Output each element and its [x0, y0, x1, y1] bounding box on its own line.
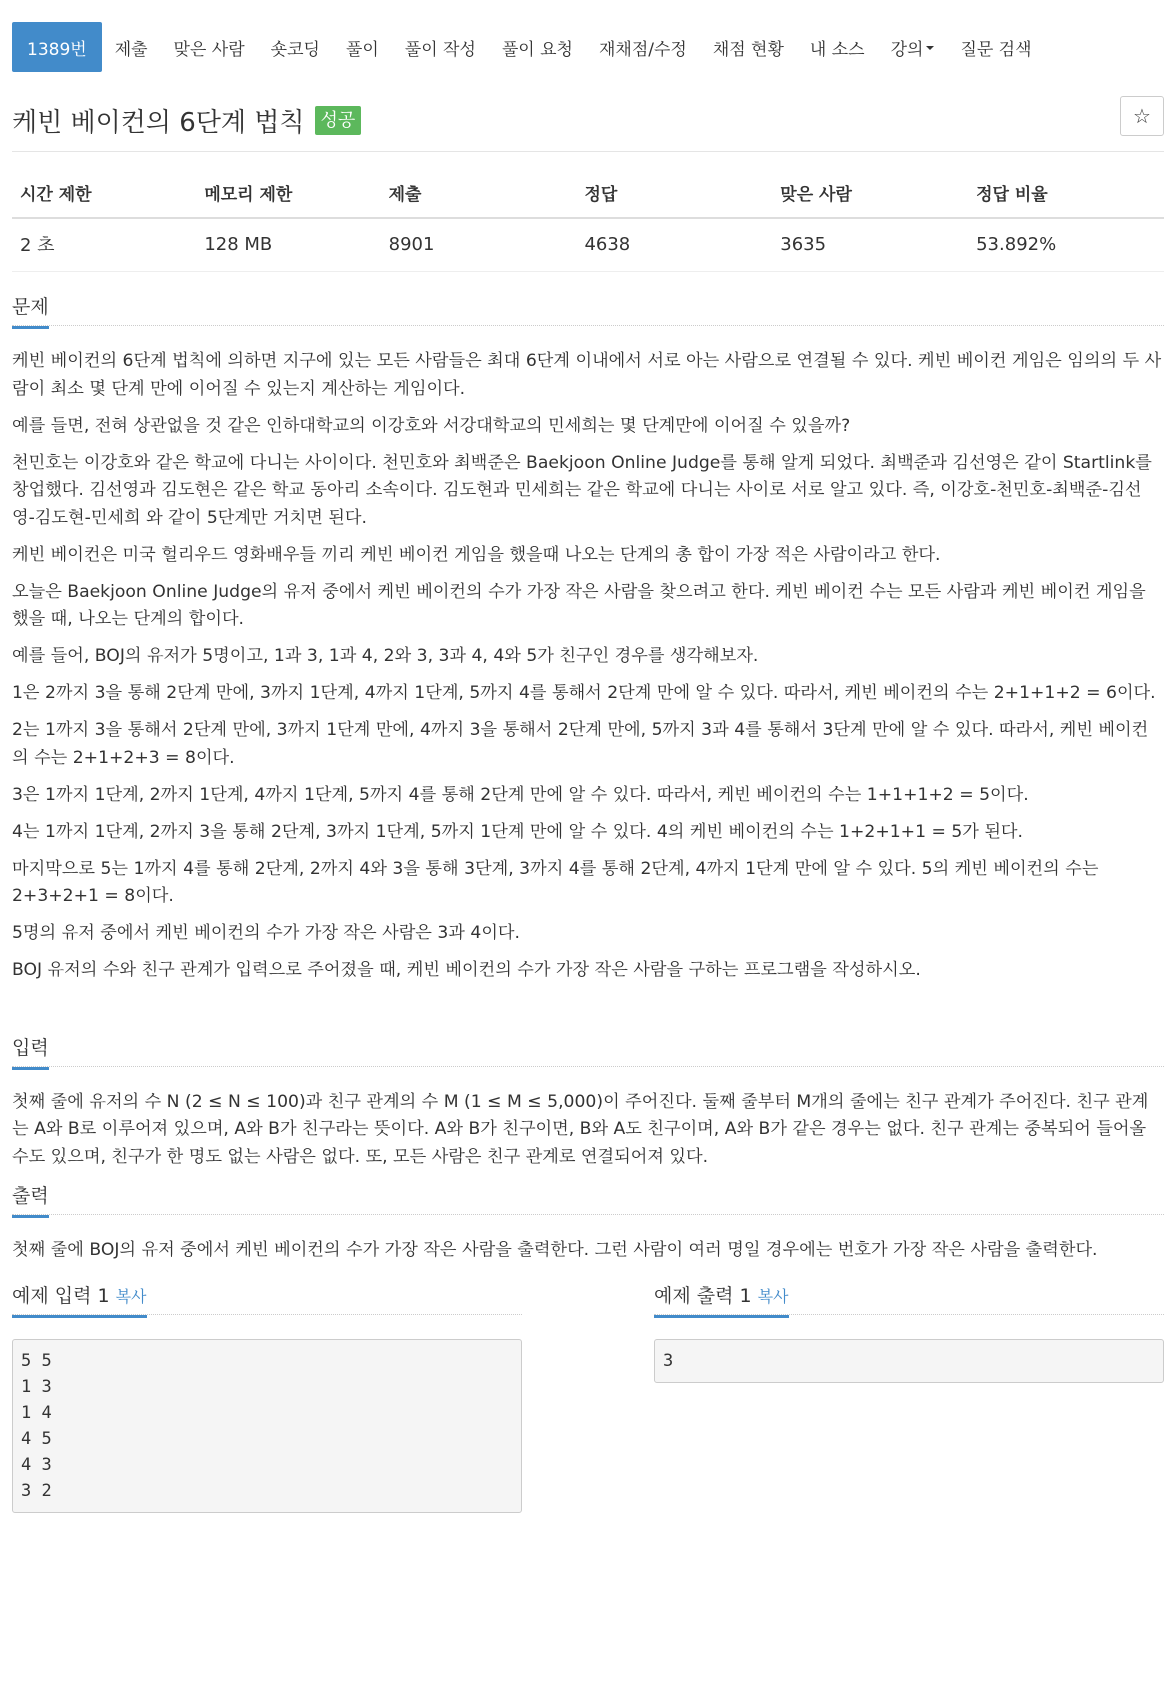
output-section — [12, 1185, 1164, 1265]
sample-input-line: 4 3 — [21, 1454, 52, 1475]
stats-header-memory-limit: 메모리 제한 — [196, 164, 380, 218]
sample-input-line: 1 4 — [21, 1402, 52, 1423]
status-badge: 성공 — [315, 106, 362, 136]
stats-time-limit: 2 초 — [12, 218, 196, 272]
stats-header-row — [12, 164, 1164, 218]
output-text: 첫째 줄에 BOJ의 유저 중에서 케빈 베이컨의 수가 가장 작은 사람을 출력한다. 그런 사람이 여러 명일 경우에는 번호가 가장 작은 사람을 출력한다. — [12, 1240, 1098, 1260]
description-paragraph: 5명의 유저 중에서 케빈 베이컨의 수가 가장 작은 사람은 3과 4이다. — [12, 923, 520, 943]
input-header — [12, 1037, 1164, 1067]
sample-input-line: 1 3 — [21, 1376, 52, 1397]
stats-ratio: 53.892% — [968, 218, 1164, 272]
description-paragraph: 예를 들면, 전혀 상관없을 것 같은 인하대학교의 이강호와 서강대학교의 민세희는 몇 단계만에 이어질 수 있을까? — [12, 415, 851, 436]
problem-tabs — [12, 22, 1164, 72]
problem-description-heading: 문제 — [12, 296, 49, 329]
tab-status[interactable]: 채점 현황 — [712, 39, 784, 60]
stats-header-correct: 정답 — [576, 164, 772, 218]
description-paragraph: 케빈 베이컨의 6단계 법칙에 의하면 지구에 있는 모든 사람들은 최대 6단계 이내에서 서로 아는 사람으로 연결될 수 있다. 케빈 베이컨 게임은 임의의 두 사람이 최소 몇 단계 만에 이어질 수 있는지 계산하는 게임이다. — [12, 351, 1162, 399]
problem-stats-table — [12, 164, 1164, 272]
sample-output-heading: 예제 출력 1 — [654, 1284, 752, 1307]
sample-input-line: 4 5 — [21, 1428, 52, 1449]
problem-title: 케빈 베이컨의 6단계 법칙 — [12, 108, 305, 138]
tab-my-source[interactable]: 내 소스 — [809, 39, 865, 60]
description-paragraph: 1은 2까지 3을 통해 2단계 만에, 3까지 1단계, 4까지 1단계, 5까지 4를 통해서 2단계 만에 알 수 있다. 따라서, 케빈 베이컨의 수는 2+1+1+2 = 6이다. — [12, 683, 1156, 703]
stats-submissions: 8901 — [381, 218, 577, 272]
stats-header-time-limit: 시간 제한 — [12, 164, 196, 218]
samples-row — [12, 1285, 1164, 1513]
sample-output-copy-link[interactable]: 복사 — [757, 1286, 789, 1306]
description-paragraph: BOJ 유저의 수와 친구 관계가 입력으로 주어졌을 때, 케빈 베이컨의 수가 가장 작은 사람을 구하는 프로그램을 작성하시오. — [12, 960, 921, 980]
stats-correct: 4638 — [576, 218, 772, 272]
input-heading: 입력 — [12, 1037, 49, 1070]
description-paragraph: 4는 1까지 1단계, 2까지 3을 통해 2단계, 3까지 1단계, 5까지 1단계 만에 알 수 있다. 4의 케빈 베이컨의 수는 1+2+1+1 = 5가 된다. — [12, 821, 1024, 842]
tab-problem-number[interactable]: 1389번 — [12, 22, 102, 72]
description-paragraph: 2는 1까지 3을 통해서 2단계 만에, 3까지 1단계 만에, 4까지 3을 통해서 2단계 만에, 5까지 3과 4를 통해서 3단계 만에 알 수 있다. 따라서, 케빈 베이컨의 수는 2+1+2+3 = 8이다. — [12, 720, 1149, 768]
tab-submit[interactable]: 제출 — [114, 39, 148, 60]
input-section — [12, 1037, 1164, 1172]
sample-input-line: 5 5 — [21, 1350, 52, 1371]
sample-input-header — [12, 1285, 522, 1315]
stats-memory-limit: 128 MB — [196, 218, 380, 272]
problem-description-header — [12, 296, 1164, 326]
tab-rejudge[interactable]: 재채점/수정 — [598, 39, 687, 60]
problem-page — [0, 22, 1176, 1702]
star-icon: ☆ — [1133, 105, 1151, 128]
tab-question-search[interactable]: 질문 검색 — [960, 39, 1032, 60]
description-paragraph: 천민호는 이강호와 같은 학교에 다니는 사이이다. 천민호와 최백준은 Baekjoon Online Judge를 통해 알게 되었다. 최백준과 김선영은 같이 Startlink를 창업했다. 김선영과 김도현은 같은 학교 동아리 소속이다. 김도현과 민세희는 같은 학교에 다니는 사이로 서로 알고 있다. 즉, 이강호-천민호-최백준-김선영-김도현-민세희 와 같이 5단계만 거치면 된다. — [12, 452, 1152, 528]
description-paragraph: 마지막으로 5는 1까지 4를 통해 2단계, 2까지 4와 3을 통해 3단계, 3까지 4를 통해 2단계, 4까지 1단계 만에 알 수 있다. 5의 케빈 베이컨의 수는 2+3+2+1 = 8이다. — [12, 858, 1099, 906]
output-header — [12, 1185, 1164, 1215]
description-paragraph: 오늘은 Baekjoon Online Judge의 유저 중에서 케빈 베이컨의 수가 가장 작은 사람을 찾으려고 한다. 케빈 베이컨 수는 모든 사람과 케빈 베이컨 게임을 했을 때, 나오는 단계의 합이다. — [12, 581, 1146, 629]
sample-output-header — [654, 1285, 1164, 1315]
tab-write-solution[interactable]: 풀이 작성 — [404, 39, 476, 60]
tab-solutions[interactable]: 풀이 — [345, 39, 379, 60]
sample-input-section — [12, 1285, 522, 1513]
sample-input-heading: 예제 입력 1 — [12, 1284, 110, 1307]
sample-output-section — [654, 1285, 1164, 1513]
sample-input-box — [12, 1339, 522, 1513]
input-body — [12, 1067, 1164, 1172]
favorite-star-button[interactable] — [1120, 96, 1164, 136]
tab-lectures-label: 강의 — [890, 39, 924, 60]
input-text: 첫째 줄에 유저의 수 N (2 ≤ N ≤ 100)과 친구 관계의 수 M (1 ≤ M ≤ 5,000)이 주어진다. 둘째 줄부터 M개의 줄에는 친구 관계가 주어진다. 친구 관계는 A와 B로 이루어져 있으며, A와 B가 친구라는 뜻이다. A와 B가 친구이면, B와 A도 친구이며, A와 B가 같은 경우는 없다. 친구 관계는 중복되어 들어올 수도 있으며, 친구가 한 명도 없는 사람은 없다. 또, 모든 사람은 친구 관계로 연결되어져 있다. — [12, 1091, 1149, 1167]
sample-output-box — [654, 1339, 1164, 1383]
stats-header-accepted-users: 맞은 사람 — [772, 164, 968, 218]
problem-description-body — [12, 326, 1164, 985]
title-row — [12, 102, 1164, 152]
problem-title-wrap — [12, 102, 361, 139]
stats-header-ratio: 정답 비율 — [968, 164, 1164, 218]
caret-down-icon — [926, 46, 934, 50]
tab-request-solution[interactable]: 풀이 요청 — [501, 39, 573, 60]
description-paragraph: 예를 들어, BOJ의 유저가 5명이고, 1과 3, 1과 4, 2와 3, 3과 4, 4와 5가 친구인 경우를 생각해보자. — [12, 646, 759, 666]
sample-input-heading-wrap — [12, 1285, 147, 1318]
problem-description-section — [12, 296, 1164, 985]
sample-input-copy-link[interactable]: 복사 — [115, 1286, 147, 1306]
sample-input-line: 3 2 — [21, 1480, 52, 1501]
sample-output-line: 3 — [663, 1350, 674, 1371]
description-paragraph: 케빈 베이컨은 미국 헐리우드 영화배우들 끼리 케빈 베이컨 게임을 했을때 나오는 단계의 총 합이 가장 적은 사람이라고 한다. — [12, 544, 941, 565]
output-heading: 출력 — [12, 1185, 49, 1218]
tab-lectures[interactable] — [878, 22, 948, 72]
description-paragraph: 3은 1까지 1단계, 2까지 1단계, 4까지 1단계, 5까지 4를 통해 2단계 만에 알 수 있다. 따라서, 케빈 베이컨의 수는 1+1+1+2 = 5이다. — [12, 784, 1029, 805]
output-body — [12, 1215, 1164, 1265]
stats-value-row — [12, 218, 1164, 272]
tab-short-coding[interactable]: 숏코딩 — [270, 39, 320, 60]
sample-output-heading-wrap — [654, 1285, 789, 1318]
stats-accepted-users: 3635 — [772, 218, 968, 272]
stats-header-submissions: 제출 — [381, 164, 577, 218]
tab-accepted-users[interactable]: 맞은 사람 — [173, 39, 245, 60]
